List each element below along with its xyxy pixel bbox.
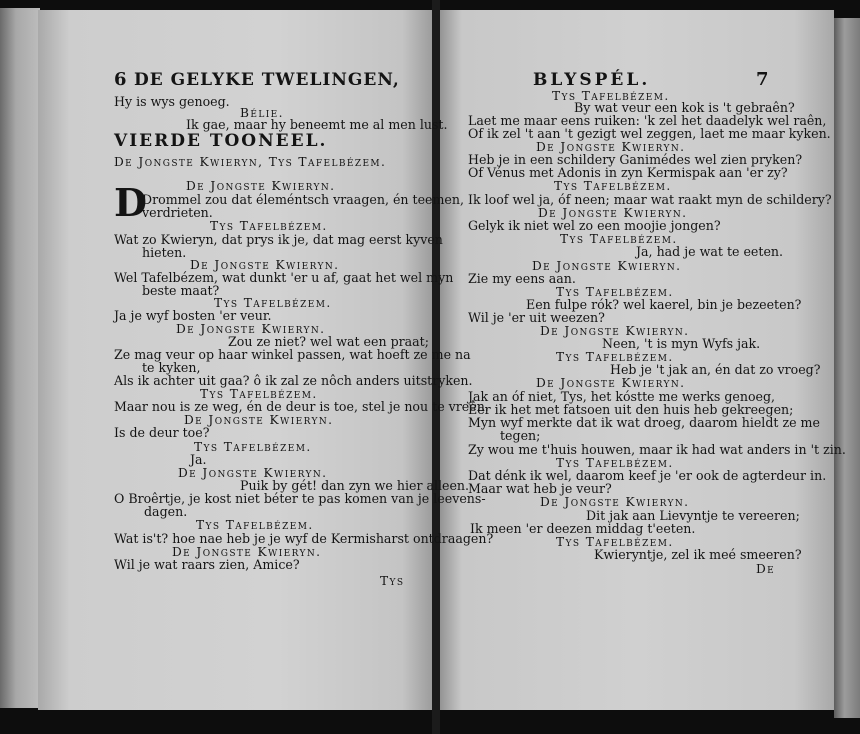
verse-line: Een fulpe rók? wel kaerel, bin je bezeeten? (526, 297, 802, 312)
verse-line: Dit jak aan Lievyntje te vereeren; (586, 508, 800, 523)
speaker-label: De Jongste Kwieryn. (536, 140, 686, 154)
speaker-label: Tys Tafelbézem. (560, 232, 678, 246)
verse-line: Jak an óf niet, Tys, het kóstte me werks genoeg, (468, 389, 776, 404)
catchword-left: Tys (380, 574, 405, 588)
verse-line: Zou ze niet? wel wat een praat; (228, 334, 429, 349)
verse-line: Of Vénus met Adonis in zyn Kermispak aan 'er zy? (468, 165, 788, 180)
speaker-label: De Jongste Kwieryn. (176, 322, 326, 336)
speaker-label: De Jongste Kwieryn. (536, 376, 686, 390)
speaker-label: De Jongste Kwieryn. (190, 258, 340, 272)
verse-line: te kyken, (142, 360, 201, 375)
verse-line: Wil je wat raars zien, Amice? (114, 557, 300, 572)
verse-line: Éer ik het met fatsoen uit den huis heb gekreegen; (468, 402, 794, 417)
verse-line: Neen, 't is myn Wyfs jak. (602, 336, 761, 351)
drop-cap: D (114, 180, 147, 225)
left-page-stack-edge (0, 8, 40, 708)
verse-line: Wil je 'er uit weezen? (468, 310, 605, 325)
speaker-label: De Jongste Kwieryn. (540, 495, 690, 509)
verse-line: Heb je in een schildery Ganimédes wel zien pryken? (468, 152, 803, 167)
verse-line: O Broêrtje, je kost niet béter te pas komen van je leevens- (114, 491, 486, 506)
verse-line: Heb je 't jak an, én dat zo vroeg? (610, 362, 821, 377)
verse-line: By wat veur een kok is 't gebraên? (574, 100, 795, 115)
verse-line: dagen. (144, 504, 188, 519)
verse-line: Kwieryntje, zel ik meé smeeren? (594, 547, 802, 562)
verse-line: Wel Tafelbézem, wat dunkt 'er u af, gaat het wel myn (114, 270, 454, 285)
verse-line: Laet me maar eens ruiken: 'k zel het daadelyk wel raên, (468, 113, 827, 128)
verse-line: Ik loof wel ja, óf neen; maar wat raakt myn de schildery? (468, 192, 832, 207)
speaker-label: De Jongste Kwieryn. (172, 545, 322, 559)
verse-line: Dat dénk ik wel, daarom keef je 'er ook de agterdeur in. (468, 468, 827, 483)
verse-line: Puik by gét! dan zyn we hier alleen. (240, 478, 470, 493)
book-gutter (432, 0, 440, 734)
speaker-label: Tys Tafelbézem. (200, 387, 318, 401)
verse-line: Ja je wyf bosten 'er veur. (114, 308, 272, 323)
verse-line: Als ik achter uit gaa? ô ik zal ze nôch anders uitstryken. (114, 373, 473, 388)
verse-line: Ja, had je wat te eeten. (636, 244, 784, 259)
verse-line: beste maat? (142, 283, 220, 298)
verse-line: Wat is't? hoe nae heb je je wyf de Kermisharst ontdraagen? (114, 531, 494, 546)
speaker-label: Tys Tafelbézem. (554, 179, 672, 193)
verse-line: tegen; (500, 428, 541, 443)
speaker-label: Tys Tafelbézem. (196, 518, 314, 532)
right-page-stack-edge (834, 18, 860, 718)
verse-line: Ja. (190, 452, 207, 467)
speaker-label: Tys Tafelbézem. (552, 89, 670, 103)
verse-line: Ik meen 'er deezen middag t'eeten. (470, 521, 696, 536)
verse-line: Ze mag veur op haar winkel passen, wat hoeft ze me na (114, 347, 471, 362)
running-head-left: DE GELYKE TWELINGEN, (134, 70, 400, 90)
verse-line: Gelyk ik niet wel zo een moojie jongen? (468, 218, 721, 233)
verse-line: Drommel zou dat éleméntsch vraagen, én teemen, (142, 192, 464, 207)
speaker-label: Tys Tafelbézem. (556, 535, 674, 549)
speaker-label: De Jongste Kwieryn. (540, 324, 690, 338)
speaker-label: Tys Tafelbézem. (214, 296, 332, 310)
speaker-label: De Jongste Kwieryn. (532, 259, 682, 273)
verse-line: Hy is wys genoeg. (114, 94, 230, 109)
speaker-label: Tys Tafelbézem. (194, 440, 312, 454)
speaker-label: Tys Tafelbézem. (556, 456, 674, 470)
catchword-right: De (756, 562, 776, 576)
verse-line: Zy wou me t'huis houwen, maar ik had wat anders in 't zin. (468, 442, 846, 457)
verse-line: Myn wyf merkte dat ik wat droeg, daarom hieldt ze me (468, 415, 820, 430)
running-head-right: BLYSPÉL. (533, 70, 651, 90)
speaker-label: Tys Tafelbézem. (210, 219, 328, 233)
verse-line: Zie my eens aan. (468, 271, 576, 286)
speaker-label: Tys Tafelbézem. (556, 350, 674, 364)
speaker-label: Bélie. (240, 106, 284, 120)
verse-line: Wat zo Kwieryn, dat prys ik je, dat mag eerst kyven (114, 232, 443, 247)
speaker-label: De Jongste Kwieryn. (538, 206, 688, 220)
verse-line: Is de deur toe? (114, 425, 210, 440)
verse-line: verdrieten. (142, 205, 213, 220)
page-number-left: 6 (114, 69, 127, 90)
speaker-label: De Jongste Kwieryn. (184, 413, 334, 427)
verse-line: Maar wat heb je veur? (468, 481, 612, 496)
scene-title: VIERDE TOONEEL. (114, 131, 328, 151)
verse-line: Of ik zel 't aan 't gezigt wel zeggen, laet me maar kyken. (468, 126, 831, 141)
speaker-label: De Jongste Kwieryn. (186, 179, 336, 193)
verse-line: Maar nou is ze weg, én de deur is toe, stel je nou te vreên. (114, 399, 489, 414)
speaker-label: De Jongste Kwieryn, Tys Tafelbézem. (114, 155, 387, 169)
speaker-label: De Jongste Kwieryn. (178, 466, 328, 480)
speaker-label: Tys Tafelbézem. (556, 285, 674, 299)
verse-line: hieten. (142, 245, 187, 260)
page-number-right: 7 (756, 69, 769, 90)
verse-line: Ik gae, maar hy beneemt me al men lust. (186, 117, 448, 132)
